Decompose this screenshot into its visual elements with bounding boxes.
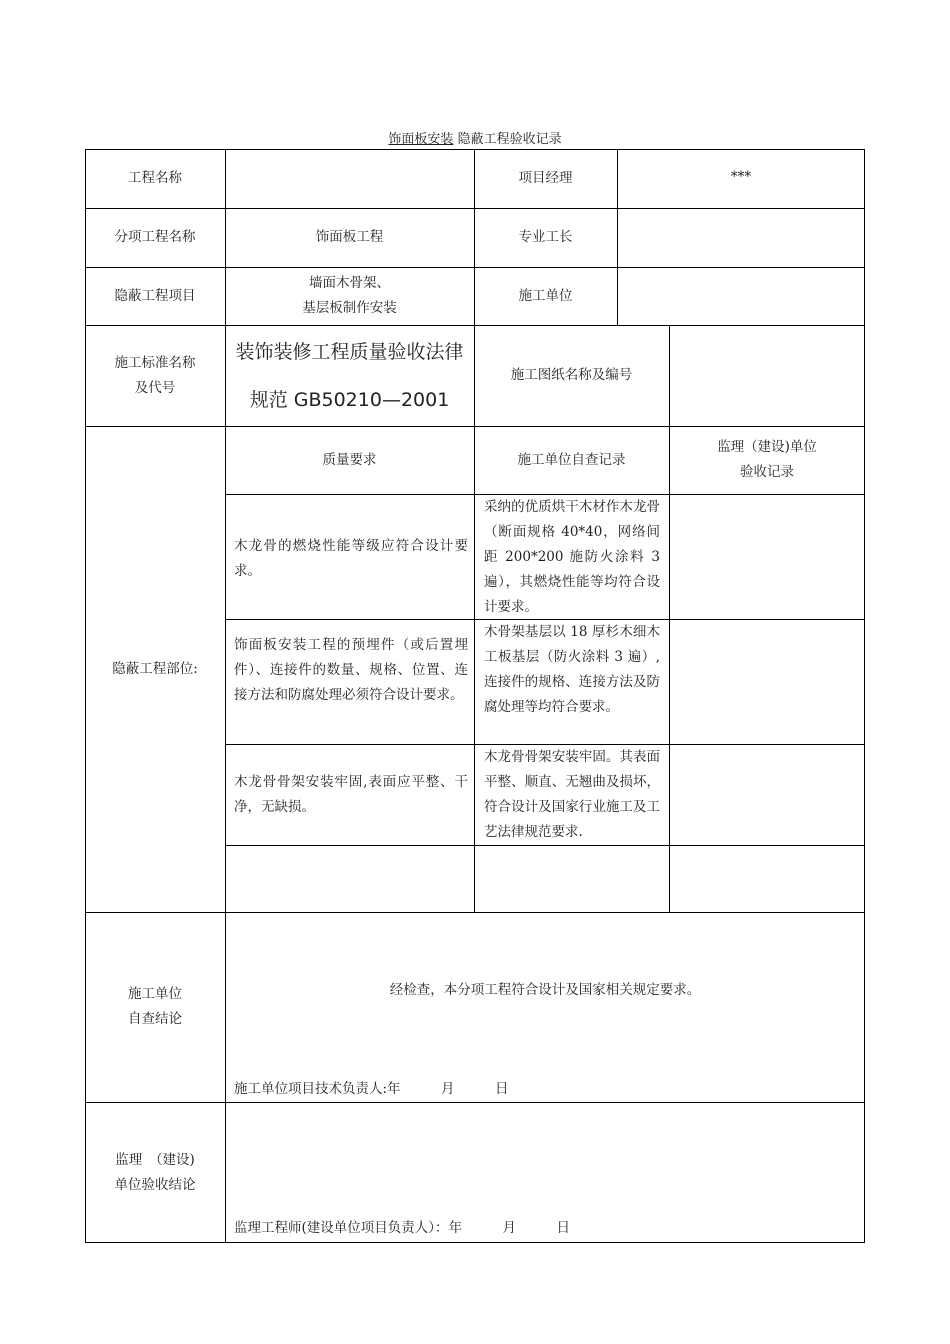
manager-value: *** <box>730 169 752 185</box>
self-conclusion-label <box>85 912 225 1102</box>
standard-value <box>225 325 474 426</box>
self-check-3: 木龙骨骨架安装牢固。其表面平整、顺直、无翘曲及损坏，符合设计及国家行业施工及工艺法律规范要求. <box>484 749 660 840</box>
hidden-item-value-line2: 基层板制作安装 <box>302 300 397 316</box>
hidden-item-label: 隐蔽工程项目 <box>114 287 196 304</box>
self-conclusion-text: 经检查，本分项工程符合设计及国家相关规定要求。 <box>389 982 701 998</box>
self-conclusion-signature: 施工单位项目技术负责人:年 月 日 <box>234 1081 509 1097</box>
supervision-conclusion-label-line2: 单位验收结论 <box>114 1176 196 1193</box>
self-conclusion-label-line2: 自查结论 <box>128 1011 182 1027</box>
document-title <box>0 128 950 147</box>
inspection-section-label: 隐蔽工程部位: <box>112 660 198 677</box>
standard-label-line1: 施工标准名称 <box>114 354 196 371</box>
self-conclusion-label-line1: 施工单位 <box>128 986 182 1002</box>
foreman-label: 专业工长 <box>518 229 573 245</box>
sub-project-value: 饰面板工程 <box>315 229 384 245</box>
header-supervision-line1: 监理（建设)单位 <box>717 439 817 455</box>
title-rest: 隐蔽工程验收记录 <box>453 132 562 147</box>
requirement-2: 饰面板安装工程的预埋件（或后置埋件）、连接件的数量、规格、位置、连接方法和防腐处理必须符合设计要求。 <box>234 637 468 703</box>
requirement-1: 木龙骨的燃烧性能等级应符合设计要求。 <box>234 538 468 579</box>
header-supervision-line2: 验收记录 <box>740 464 794 480</box>
header-quality: 质量要求 <box>322 451 377 468</box>
standard-value-line2: 规范 GB50210—2001 <box>249 388 450 411</box>
sub-project-label: 分项工程名称 <box>114 229 196 245</box>
supervision-conclusion-signature: 监理工程师(建设单位项目负责人）：年 月 日 <box>234 1220 571 1236</box>
construction-unit-label: 施工单位 <box>518 287 573 304</box>
supervision-conclusion-label <box>85 1102 225 1243</box>
drawing-value <box>669 325 865 426</box>
hidden-item-value <box>225 267 474 325</box>
construction-unit-value <box>617 267 865 325</box>
standard-label-line2: 及代号 <box>134 379 176 396</box>
standard-label <box>85 325 225 426</box>
hidden-item-value-line1: 墙面木骨架、 <box>309 275 390 291</box>
supervision-conclusion-label-line1: 监理 （建设) <box>115 1151 195 1168</box>
drawing-label: 施工图纸名称及编号 <box>510 367 633 383</box>
project-name-value <box>225 149 474 208</box>
self-check-1: 采纳的优质烘干木材作木龙骨（断面规格 40*40，网络间距 200*200 施防火涂料 3 遍），其燃烧性能等均符合设计要求。 <box>484 499 660 615</box>
standard-value-line1: 装饰装修工程质量验收法律 <box>235 340 464 363</box>
self-check-2: 木骨架基层以 18 厚杉木细木工板基层（防火涂料 3 遍）,连接件的规格、连接方法及防腐处理等均符合要求。 <box>484 624 660 715</box>
header-supervision <box>669 426 865 494</box>
row-divider <box>225 845 865 846</box>
requirement-3: 木龙骨骨架安装牢固,表面应平整、干净，无缺损。 <box>234 774 468 815</box>
project-name-label: 工程名称 <box>128 170 182 186</box>
manager-label: 项目经理 <box>518 170 573 186</box>
header-self-check: 施工单位自查记录 <box>517 451 626 468</box>
title-underlined: 饰面板安装 <box>388 132 454 147</box>
foreman-value <box>617 208 865 267</box>
